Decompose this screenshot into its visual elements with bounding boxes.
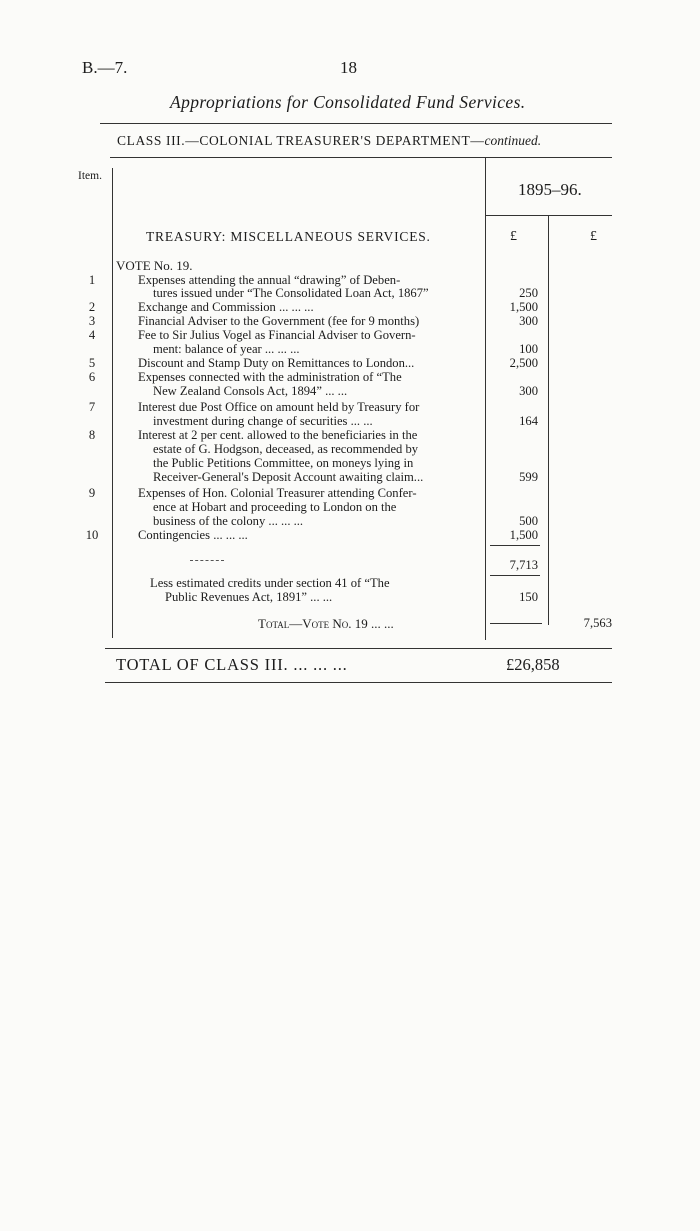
short-divider (190, 560, 224, 561)
year-column-divider-left (485, 158, 486, 640)
year-column-divider-mid (548, 215, 549, 625)
currency-symbol-left: £ (510, 229, 517, 244)
class-total-top-rule (105, 648, 612, 649)
item-number: 1 (88, 273, 96, 287)
currency-symbol-right: £ (590, 229, 597, 244)
item-description-line: Receiver-General's Deposit Account awaiting claim... (153, 470, 424, 484)
item-amount: 164 (519, 414, 538, 428)
item-amount: 300 (519, 314, 538, 328)
item-column-header: Item. (78, 170, 102, 182)
class-total-label: TOTAL OF CLASS III. ... ... ... (116, 655, 348, 674)
subtotal-rule (490, 545, 540, 546)
subtotal-under-rule (490, 575, 540, 576)
item-description-line: Contingencies ... ... ... (138, 528, 248, 542)
section-title: TREASURY: MISCELLANEOUS SERVICES. (146, 229, 431, 244)
item-description-line: Expenses connected with the administration of “The (138, 370, 402, 384)
year-column-header: 1895–96. (518, 180, 582, 199)
item-amount: 300 (519, 384, 538, 398)
item-description-line: Exchange and Commission ... ... ... (138, 300, 314, 314)
item-number: 2 (88, 300, 96, 314)
item-column-divider (112, 168, 113, 638)
item-description-line: Discount and Stamp Duty on Remittances to London... (138, 356, 415, 370)
class-total-amount: £26,858 (506, 655, 560, 674)
item-description-line: Interest at 2 per cent. allowed to the beneficiaries in the (138, 428, 418, 442)
item-amount: 2,500 (509, 356, 538, 370)
page-title: Appropriations for Consolidated Fund Services. (170, 92, 526, 112)
less-credits-amount: 150 (519, 590, 538, 604)
item-number: 9 (88, 486, 96, 500)
item-number: 8 (88, 428, 96, 442)
item-description-line: Interest due Post Office on amount held by Treasury for (138, 400, 420, 414)
item-number: 5 (88, 356, 96, 370)
subtotal-amount: 7,713 (509, 558, 538, 572)
item-description-line: Expenses of Hon. Colonial Treasurer attending Confer- (138, 486, 417, 500)
title-rule (100, 123, 612, 124)
vote-total-dash (490, 623, 542, 624)
item-number: 10 (85, 528, 99, 542)
class-heading-text: CLASS III.—COLONIAL TREASURER'S DEPARTMENT— (117, 133, 485, 148)
item-description-line: ence at Hobart and proceeding to London on the (153, 500, 397, 514)
class-heading-continued: continued. (484, 133, 542, 148)
item-number: 7 (88, 400, 96, 414)
vote-total-amount: 7,563 (583, 616, 612, 630)
table-top-rule (110, 157, 612, 158)
page-number: 18 (340, 58, 357, 77)
item-number: 3 (88, 314, 96, 328)
item-description-line: investment during change of securities ... ... (153, 414, 373, 428)
item-description-line: New Zealand Consols Act, 1894” ... ... (153, 384, 348, 398)
item-number: 6 (88, 370, 96, 384)
item-description-line: Expenses attending the annual “drawing” of Deben- (138, 273, 401, 287)
document-reference: B.—7. (82, 58, 128, 77)
item-amount: 250 (519, 286, 538, 300)
item-amount: 599 (519, 470, 538, 484)
year-header-rule (486, 215, 612, 216)
item-description-line: tures issued under “The Consolidated Loan Act, 1867” (153, 286, 429, 300)
less-credits-line: Less estimated credits under section 41 of “The (150, 576, 390, 590)
vote-total-label: Total—Vote No. 19 ... ... (258, 616, 394, 631)
item-number: 4 (88, 328, 96, 342)
class-heading (117, 133, 541, 149)
item-amount: 500 (519, 514, 538, 528)
item-description-line: business of the colony ... ... ... (153, 514, 304, 528)
less-credits-line: Public Revenues Act, 1891” ... ... (165, 590, 333, 604)
item-amount: 100 (519, 342, 538, 356)
class-total-bottom-rule (105, 682, 612, 683)
item-amount: 1,500 (509, 300, 538, 314)
item-description-line: Financial Adviser to the Government (fee for 9 months) (138, 314, 420, 328)
item-description-line: the Public Petitions Committee, on moneys lying in (153, 456, 414, 470)
item-description-line: Fee to Sir Julius Vogel as Financial Adviser to Govern- (138, 328, 416, 342)
vote-label: VOTE No. 19. (116, 258, 193, 273)
item-description-line: ment: balance of year ... ... ... (153, 342, 300, 356)
item-amount: 1,500 (509, 528, 538, 542)
item-description-line: estate of G. Hodgson, deceased, as recommended by (153, 442, 419, 456)
